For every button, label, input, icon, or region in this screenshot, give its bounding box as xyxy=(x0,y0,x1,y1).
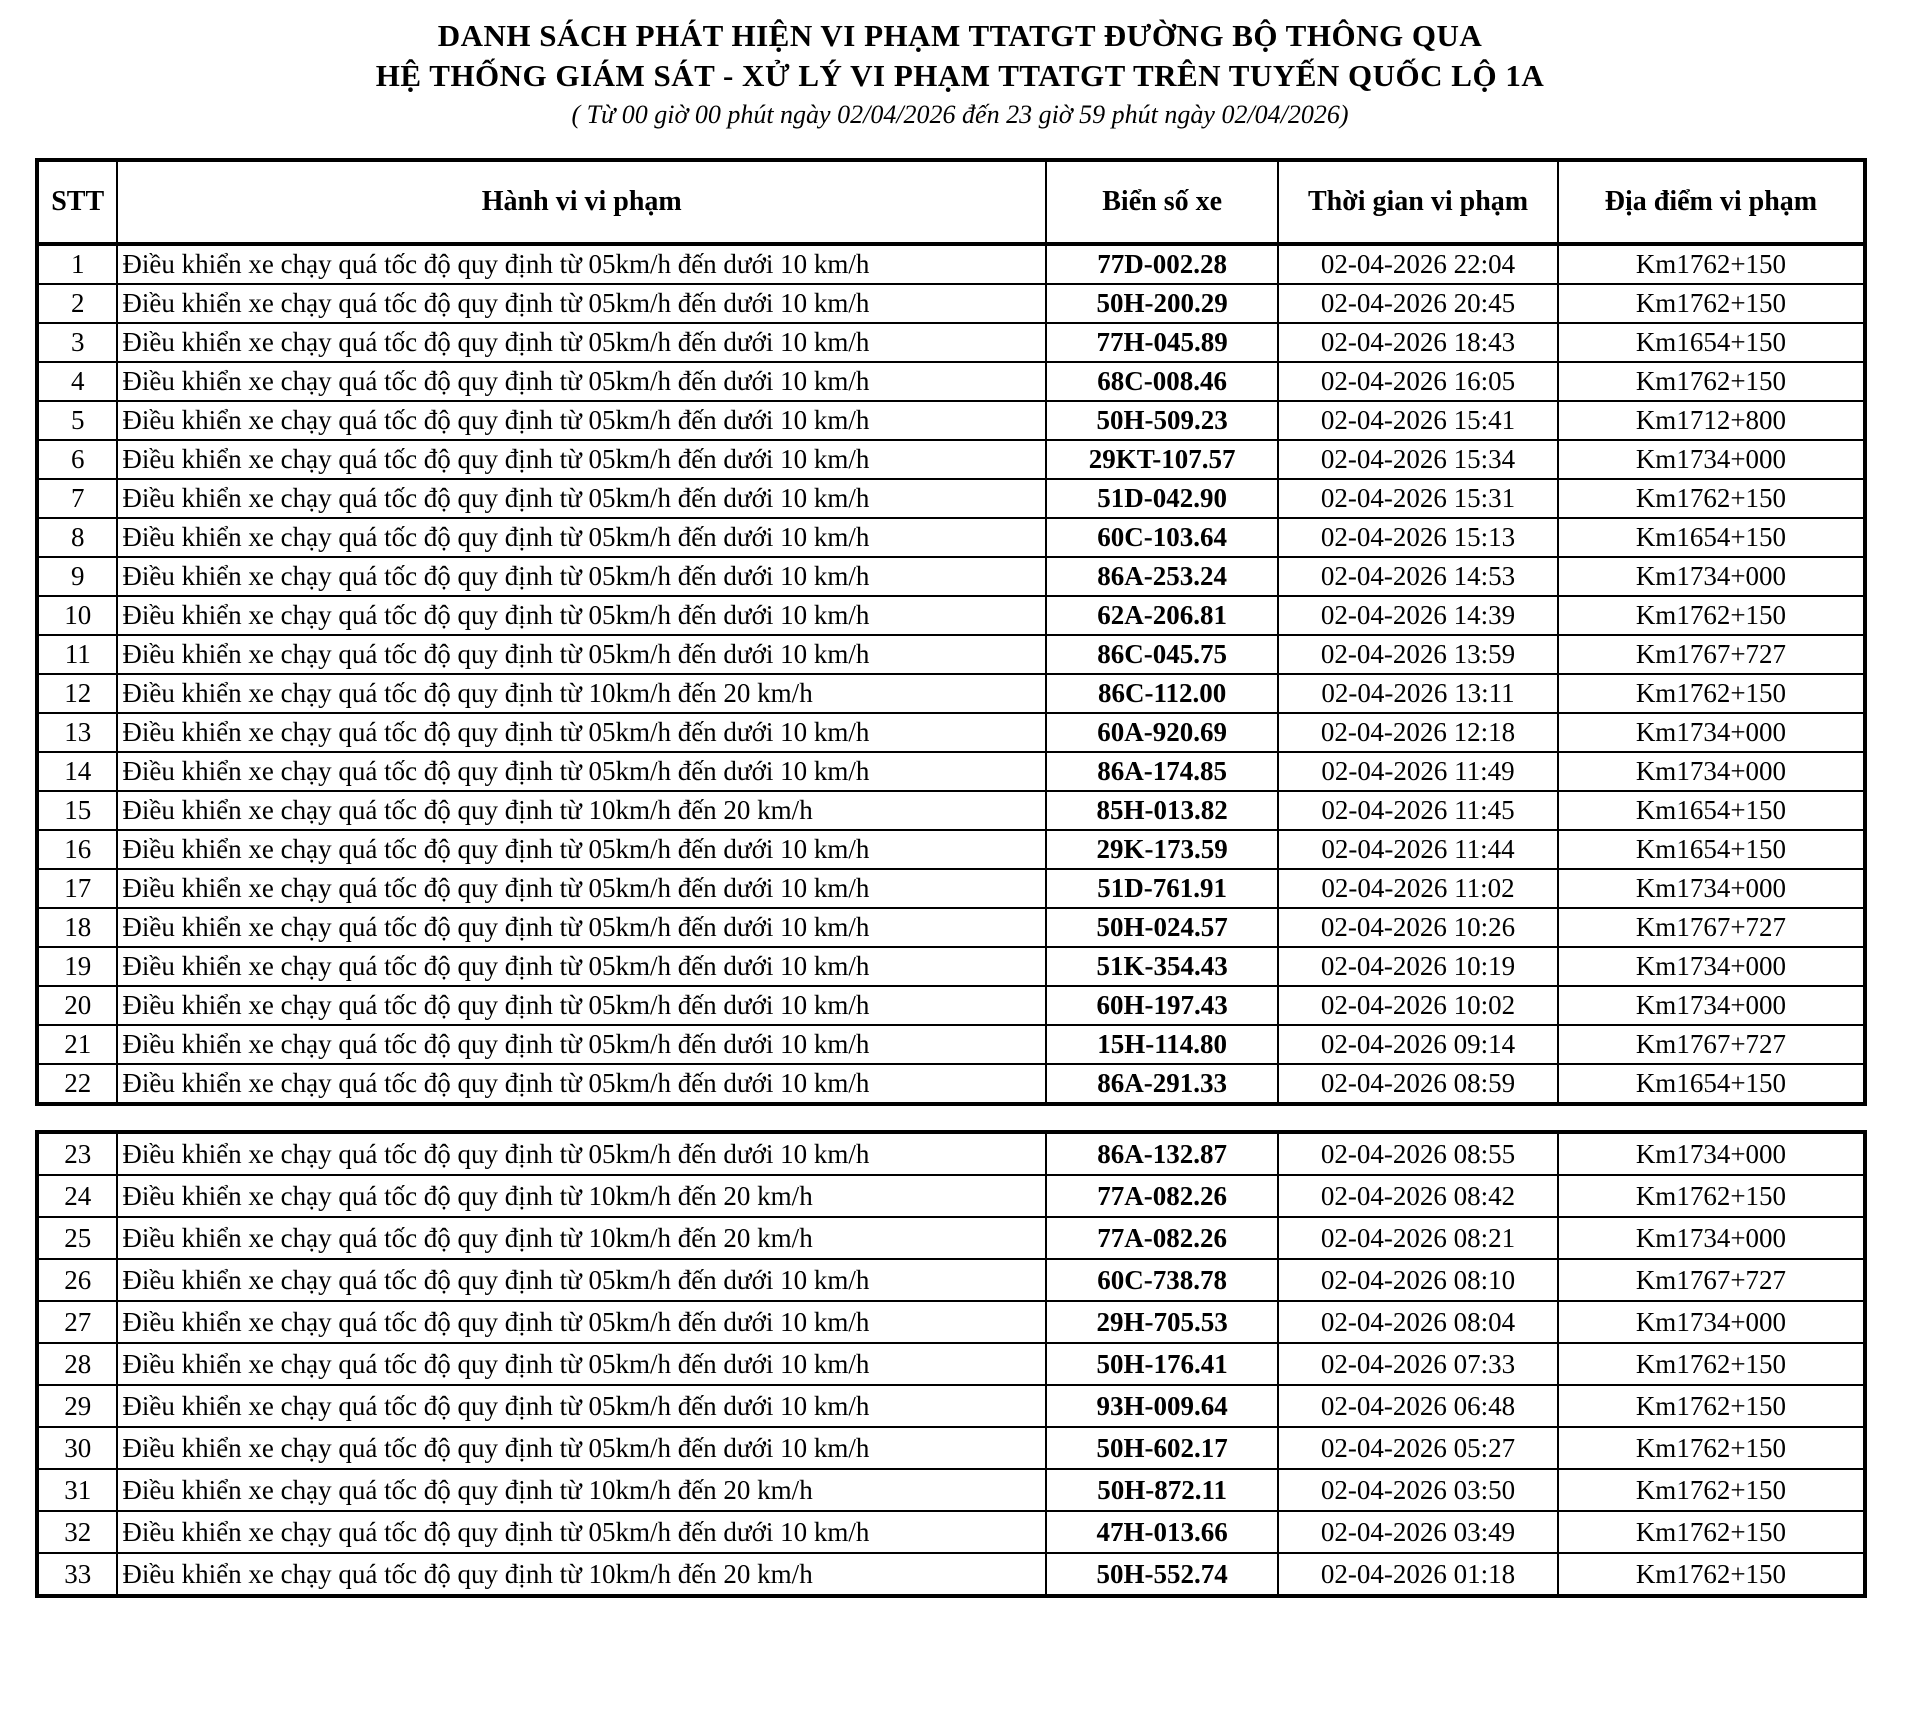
cell-location: Km1762+150 xyxy=(1558,596,1865,635)
cell-location: Km1767+727 xyxy=(1558,635,1865,674)
cell-plate: 68C-008.46 xyxy=(1046,362,1278,401)
table-row xyxy=(37,1301,1865,1343)
cell-violation: Điều khiển xe chạy quá tốc độ quy định từ 10km/h đến 20 km/h xyxy=(117,1175,1046,1217)
cell-plate: 86A-132.87 xyxy=(1046,1132,1278,1175)
cell-stt: 5 xyxy=(37,401,117,440)
cell-time: 02-04-2026 14:39 xyxy=(1278,596,1558,635)
cell-stt: 28 xyxy=(37,1343,117,1385)
cell-violation: Điều khiển xe chạy quá tốc độ quy định từ 05km/h đến dưới 10 km/h xyxy=(117,869,1046,908)
cell-plate: 77D-002.28 xyxy=(1046,244,1278,284)
cell-plate: 85H-013.82 xyxy=(1046,791,1278,830)
cell-location: Km1762+150 xyxy=(1558,1511,1865,1553)
cell-location: Km1767+727 xyxy=(1558,1259,1865,1301)
cell-violation: Điều khiển xe chạy quá tốc độ quy định từ 05km/h đến dưới 10 km/h xyxy=(117,244,1046,284)
cell-violation: Điều khiển xe chạy quá tốc độ quy định từ 05km/h đến dưới 10 km/h xyxy=(117,947,1046,986)
table-row xyxy=(37,1175,1865,1217)
cell-violation: Điều khiển xe chạy quá tốc độ quy định từ 05km/h đến dưới 10 km/h xyxy=(117,323,1046,362)
cell-plate: 50H-509.23 xyxy=(1046,401,1278,440)
cell-location: Km1762+150 xyxy=(1558,674,1865,713)
cell-stt: 19 xyxy=(37,947,117,986)
cell-time: 02-04-2026 05:27 xyxy=(1278,1427,1558,1469)
table-row xyxy=(37,557,1865,596)
table-row xyxy=(37,401,1865,440)
cell-plate: 50H-872.11 xyxy=(1046,1469,1278,1511)
cell-time: 02-04-2026 03:50 xyxy=(1278,1469,1558,1511)
table-row xyxy=(37,674,1865,713)
cell-time: 02-04-2026 16:05 xyxy=(1278,362,1558,401)
cell-stt: 8 xyxy=(37,518,117,557)
cell-time: 02-04-2026 11:02 xyxy=(1278,869,1558,908)
cell-location: Km1734+000 xyxy=(1558,752,1865,791)
cell-time: 02-04-2026 10:02 xyxy=(1278,986,1558,1025)
cell-time: 02-04-2026 03:49 xyxy=(1278,1511,1558,1553)
cell-plate: 47H-013.66 xyxy=(1046,1511,1278,1553)
cell-location: Km1762+150 xyxy=(1558,1553,1865,1596)
document-date-range: ( Từ 00 giờ 00 phút ngày 02/04/2026 đến 23 giờ 59 phút ngày 02/04/2026) xyxy=(571,100,1349,129)
header-location: Địa điểm vi phạm xyxy=(1558,160,1865,244)
cell-time: 02-04-2026 14:53 xyxy=(1278,557,1558,596)
cell-violation: Điều khiển xe chạy quá tốc độ quy định từ 10km/h đến 20 km/h xyxy=(117,1217,1046,1259)
table-row xyxy=(37,1343,1865,1385)
cell-plate: 51D-761.91 xyxy=(1046,869,1278,908)
cell-violation: Điều khiển xe chạy quá tốc độ quy định từ 05km/h đến dưới 10 km/h xyxy=(117,362,1046,401)
cell-location: Km1654+150 xyxy=(1558,323,1865,362)
table-row xyxy=(37,1064,1865,1104)
cell-violation: Điều khiển xe chạy quá tốc độ quy định từ 10km/h đến 20 km/h xyxy=(117,674,1046,713)
table-row xyxy=(37,713,1865,752)
cell-plate: 15H-114.80 xyxy=(1046,1025,1278,1064)
table-body-2 xyxy=(37,1132,1865,1596)
cell-plate: 51K-354.43 xyxy=(1046,947,1278,986)
table-row xyxy=(37,752,1865,791)
cell-plate: 86A-291.33 xyxy=(1046,1064,1278,1104)
table-row xyxy=(37,908,1865,947)
cell-time: 02-04-2026 18:43 xyxy=(1278,323,1558,362)
table-row xyxy=(37,947,1865,986)
table-row xyxy=(37,1132,1865,1175)
cell-stt: 20 xyxy=(37,986,117,1025)
table-row xyxy=(37,1553,1865,1596)
cell-time: 02-04-2026 08:10 xyxy=(1278,1259,1558,1301)
cell-stt: 21 xyxy=(37,1025,117,1064)
cell-violation: Điều khiển xe chạy quá tốc độ quy định từ 05km/h đến dưới 10 km/h xyxy=(117,830,1046,869)
cell-stt: 30 xyxy=(37,1427,117,1469)
table-row xyxy=(37,1385,1865,1427)
cell-time: 02-04-2026 13:59 xyxy=(1278,635,1558,674)
cell-violation: Điều khiển xe chạy quá tốc độ quy định từ 05km/h đến dưới 10 km/h xyxy=(117,1511,1046,1553)
cell-violation: Điều khiển xe chạy quá tốc độ quy định từ 05km/h đến dưới 10 km/h xyxy=(117,1064,1046,1104)
table-row xyxy=(37,1025,1865,1064)
cell-plate: 51D-042.90 xyxy=(1046,479,1278,518)
cell-stt: 22 xyxy=(37,1064,117,1104)
cell-stt: 14 xyxy=(37,752,117,791)
cell-stt: 18 xyxy=(37,908,117,947)
cell-time: 02-04-2026 15:13 xyxy=(1278,518,1558,557)
cell-time: 02-04-2026 20:45 xyxy=(1278,284,1558,323)
cell-location: Km1762+150 xyxy=(1558,1343,1865,1385)
cell-plate: 60C-738.78 xyxy=(1046,1259,1278,1301)
cell-stt: 29 xyxy=(37,1385,117,1427)
cell-stt: 31 xyxy=(37,1469,117,1511)
cell-location: Km1734+000 xyxy=(1558,947,1865,986)
table-row xyxy=(37,479,1865,518)
cell-stt: 1 xyxy=(37,244,117,284)
cell-time: 02-04-2026 08:42 xyxy=(1278,1175,1558,1217)
table-row xyxy=(37,596,1865,635)
cell-time: 02-04-2026 15:34 xyxy=(1278,440,1558,479)
cell-location: Km1734+000 xyxy=(1558,713,1865,752)
cell-location: Km1734+000 xyxy=(1558,440,1865,479)
cell-violation: Điều khiển xe chạy quá tốc độ quy định từ 05km/h đến dưới 10 km/h xyxy=(117,518,1046,557)
cell-violation: Điều khiển xe chạy quá tốc độ quy định từ 05km/h đến dưới 10 km/h xyxy=(117,440,1046,479)
cell-location: Km1767+727 xyxy=(1558,1025,1865,1064)
cell-plate: 77A-082.26 xyxy=(1046,1175,1278,1217)
table-row xyxy=(37,1511,1865,1553)
cell-location: Km1734+000 xyxy=(1558,1217,1865,1259)
cell-plate: 60C-103.64 xyxy=(1046,518,1278,557)
cell-plate: 86A-174.85 xyxy=(1046,752,1278,791)
cell-location: Km1654+150 xyxy=(1558,791,1865,830)
cell-stt: 4 xyxy=(37,362,117,401)
table-row xyxy=(37,323,1865,362)
cell-plate: 50H-024.57 xyxy=(1046,908,1278,947)
header-time: Thời gian vi phạm xyxy=(1278,160,1558,244)
cell-plate: 86C-045.75 xyxy=(1046,635,1278,674)
cell-time: 02-04-2026 11:44 xyxy=(1278,830,1558,869)
cell-time: 02-04-2026 15:41 xyxy=(1278,401,1558,440)
cell-plate: 50H-602.17 xyxy=(1046,1427,1278,1469)
cell-time: 02-04-2026 11:45 xyxy=(1278,791,1558,830)
table-row xyxy=(37,635,1865,674)
cell-location: Km1734+000 xyxy=(1558,557,1865,596)
cell-location: Km1762+150 xyxy=(1558,1469,1865,1511)
cell-location: Km1762+150 xyxy=(1558,1427,1865,1469)
table-row xyxy=(37,1427,1865,1469)
cell-location: Km1762+150 xyxy=(1558,362,1865,401)
cell-stt: 9 xyxy=(37,557,117,596)
cell-stt: 23 xyxy=(37,1132,117,1175)
cell-plate: 29K-173.59 xyxy=(1046,830,1278,869)
cell-violation: Điều khiển xe chạy quá tốc độ quy định từ 05km/h đến dưới 10 km/h xyxy=(117,1025,1046,1064)
cell-violation: Điều khiển xe chạy quá tốc độ quy định từ 05km/h đến dưới 10 km/h xyxy=(117,635,1046,674)
cell-stt: 15 xyxy=(37,791,117,830)
cell-location: Km1712+800 xyxy=(1558,401,1865,440)
table-body-1 xyxy=(37,244,1865,1104)
cell-time: 02-04-2026 07:33 xyxy=(1278,1343,1558,1385)
cell-stt: 2 xyxy=(37,284,117,323)
cell-plate: 50H-552.74 xyxy=(1046,1553,1278,1596)
cell-location: Km1762+150 xyxy=(1558,244,1865,284)
cell-time: 02-04-2026 08:59 xyxy=(1278,1064,1558,1104)
table-row xyxy=(37,1469,1865,1511)
cell-violation: Điều khiển xe chạy quá tốc độ quy định từ 05km/h đến dưới 10 km/h xyxy=(117,596,1046,635)
cell-stt: 11 xyxy=(37,635,117,674)
cell-time: 02-04-2026 12:18 xyxy=(1278,713,1558,752)
cell-location: Km1762+150 xyxy=(1558,284,1865,323)
cell-violation: Điều khiển xe chạy quá tốc độ quy định từ 10km/h đến 20 km/h xyxy=(117,1469,1046,1511)
cell-plate: 62A-206.81 xyxy=(1046,596,1278,635)
cell-location: Km1654+150 xyxy=(1558,1064,1865,1104)
cell-time: 02-04-2026 11:49 xyxy=(1278,752,1558,791)
cell-plate: 60A-920.69 xyxy=(1046,713,1278,752)
cell-stt: 10 xyxy=(37,596,117,635)
cell-violation: Điều khiển xe chạy quá tốc độ quy định từ 05km/h đến dưới 10 km/h xyxy=(117,752,1046,791)
cell-violation: Điều khiển xe chạy quá tốc độ quy định từ 10km/h đến 20 km/h xyxy=(117,791,1046,830)
cell-plate: 93H-009.64 xyxy=(1046,1385,1278,1427)
cell-location: Km1762+150 xyxy=(1558,1385,1865,1427)
cell-location: Km1734+000 xyxy=(1558,1132,1865,1175)
cell-violation: Điều khiển xe chạy quá tốc độ quy định từ 05km/h đến dưới 10 km/h xyxy=(117,284,1046,323)
table-row xyxy=(37,1217,1865,1259)
cell-stt: 26 xyxy=(37,1259,117,1301)
cell-stt: 24 xyxy=(37,1175,117,1217)
cell-violation: Điều khiển xe chạy quá tốc độ quy định từ 05km/h đến dưới 10 km/h xyxy=(117,401,1046,440)
cell-violation: Điều khiển xe chạy quá tốc độ quy định từ 05km/h đến dưới 10 km/h xyxy=(117,1385,1046,1427)
cell-stt: 13 xyxy=(37,713,117,752)
table-header-row xyxy=(37,160,1865,244)
document-title-line1: DANH SÁCH PHÁT HIỆN VI PHẠM TTATGT ĐƯỜNG BỘ THÔNG QUA xyxy=(437,18,1483,53)
cell-violation: Điều khiển xe chạy quá tốc độ quy định từ 05km/h đến dưới 10 km/h xyxy=(117,1427,1046,1469)
header-stt: STT xyxy=(37,160,117,244)
cell-violation: Điều khiển xe chạy quá tốc độ quy định từ 05km/h đến dưới 10 km/h xyxy=(117,1132,1046,1175)
cell-time: 02-04-2026 08:21 xyxy=(1278,1217,1558,1259)
cell-violation: Điều khiển xe chạy quá tốc độ quy định từ 05km/h đến dưới 10 km/h xyxy=(117,1259,1046,1301)
table-row xyxy=(37,244,1865,284)
cell-time: 02-04-2026 13:11 xyxy=(1278,674,1558,713)
cell-location: Km1654+150 xyxy=(1558,830,1865,869)
table-row xyxy=(37,518,1865,557)
violations-table-wrap xyxy=(35,158,1885,1598)
cell-plate: 77A-082.26 xyxy=(1046,1217,1278,1259)
cell-location: Km1762+150 xyxy=(1558,1175,1865,1217)
table-row xyxy=(37,1259,1865,1301)
cell-violation: Điều khiển xe chạy quá tốc độ quy định từ 05km/h đến dưới 10 km/h xyxy=(117,1301,1046,1343)
cell-location: Km1734+000 xyxy=(1558,869,1865,908)
cell-plate: 29H-705.53 xyxy=(1046,1301,1278,1343)
document-title-line2: HỆ THỐNG GIÁM SÁT - XỬ LÝ VI PHẠM TTATGT TRÊN TUYẾN QUỐC LỘ 1A xyxy=(375,58,1545,93)
cell-location: Km1734+000 xyxy=(1558,986,1865,1025)
cell-violation: Điều khiển xe chạy quá tốc độ quy định từ 05km/h đến dưới 10 km/h xyxy=(117,479,1046,518)
cell-time: 02-04-2026 10:19 xyxy=(1278,947,1558,986)
cell-stt: 17 xyxy=(37,869,117,908)
violations-table-1 xyxy=(35,158,1867,1106)
cell-plate: 60H-197.43 xyxy=(1046,986,1278,1025)
cell-plate: 50H-176.41 xyxy=(1046,1343,1278,1385)
table-row xyxy=(37,791,1865,830)
cell-stt: 16 xyxy=(37,830,117,869)
table-row xyxy=(37,440,1865,479)
cell-time: 02-04-2026 08:55 xyxy=(1278,1132,1558,1175)
cell-time: 02-04-2026 09:14 xyxy=(1278,1025,1558,1064)
cell-location: Km1767+727 xyxy=(1558,908,1865,947)
cell-plate: 86A-253.24 xyxy=(1046,557,1278,596)
cell-time: 02-04-2026 10:26 xyxy=(1278,908,1558,947)
cell-violation: Điều khiển xe chạy quá tốc độ quy định từ 05km/h đến dưới 10 km/h xyxy=(117,986,1046,1025)
cell-plate: 29KT-107.57 xyxy=(1046,440,1278,479)
header-plate: Biển số xe xyxy=(1046,160,1278,244)
cell-time: 02-04-2026 01:18 xyxy=(1278,1553,1558,1596)
cell-violation: Điều khiển xe chạy quá tốc độ quy định từ 05km/h đến dưới 10 km/h xyxy=(117,908,1046,947)
cell-time: 02-04-2026 22:04 xyxy=(1278,244,1558,284)
cell-plate: 50H-200.29 xyxy=(1046,284,1278,323)
cell-location: Km1654+150 xyxy=(1558,518,1865,557)
cell-violation: Điều khiển xe chạy quá tốc độ quy định từ 10km/h đến 20 km/h xyxy=(117,1553,1046,1596)
cell-violation: Điều khiển xe chạy quá tốc độ quy định từ 05km/h đến dưới 10 km/h xyxy=(117,557,1046,596)
cell-stt: 7 xyxy=(37,479,117,518)
violations-table-2 xyxy=(35,1130,1867,1598)
cell-location: Km1762+150 xyxy=(1558,479,1865,518)
cell-plate: 86C-112.00 xyxy=(1046,674,1278,713)
table-row xyxy=(37,830,1865,869)
table-row xyxy=(37,284,1865,323)
cell-stt: 33 xyxy=(37,1553,117,1596)
cell-plate: 77H-045.89 xyxy=(1046,323,1278,362)
cell-time: 02-04-2026 06:48 xyxy=(1278,1385,1558,1427)
table-row xyxy=(37,986,1865,1025)
cell-time: 02-04-2026 08:04 xyxy=(1278,1301,1558,1343)
cell-violation: Điều khiển xe chạy quá tốc độ quy định từ 05km/h đến dưới 10 km/h xyxy=(117,1343,1046,1385)
cell-stt: 3 xyxy=(37,323,117,362)
table-row xyxy=(37,869,1865,908)
cell-stt: 12 xyxy=(37,674,117,713)
cell-violation: Điều khiển xe chạy quá tốc độ quy định từ 05km/h đến dưới 10 km/h xyxy=(117,713,1046,752)
cell-stt: 32 xyxy=(37,1511,117,1553)
table-header xyxy=(37,160,1865,244)
cell-stt: 6 xyxy=(37,440,117,479)
cell-stt: 25 xyxy=(37,1217,117,1259)
header-violation: Hành vi vi phạm xyxy=(117,160,1046,244)
table-row xyxy=(37,362,1865,401)
cell-stt: 27 xyxy=(37,1301,117,1343)
cell-time: 02-04-2026 15:31 xyxy=(1278,479,1558,518)
cell-location: Km1734+000 xyxy=(1558,1301,1865,1343)
